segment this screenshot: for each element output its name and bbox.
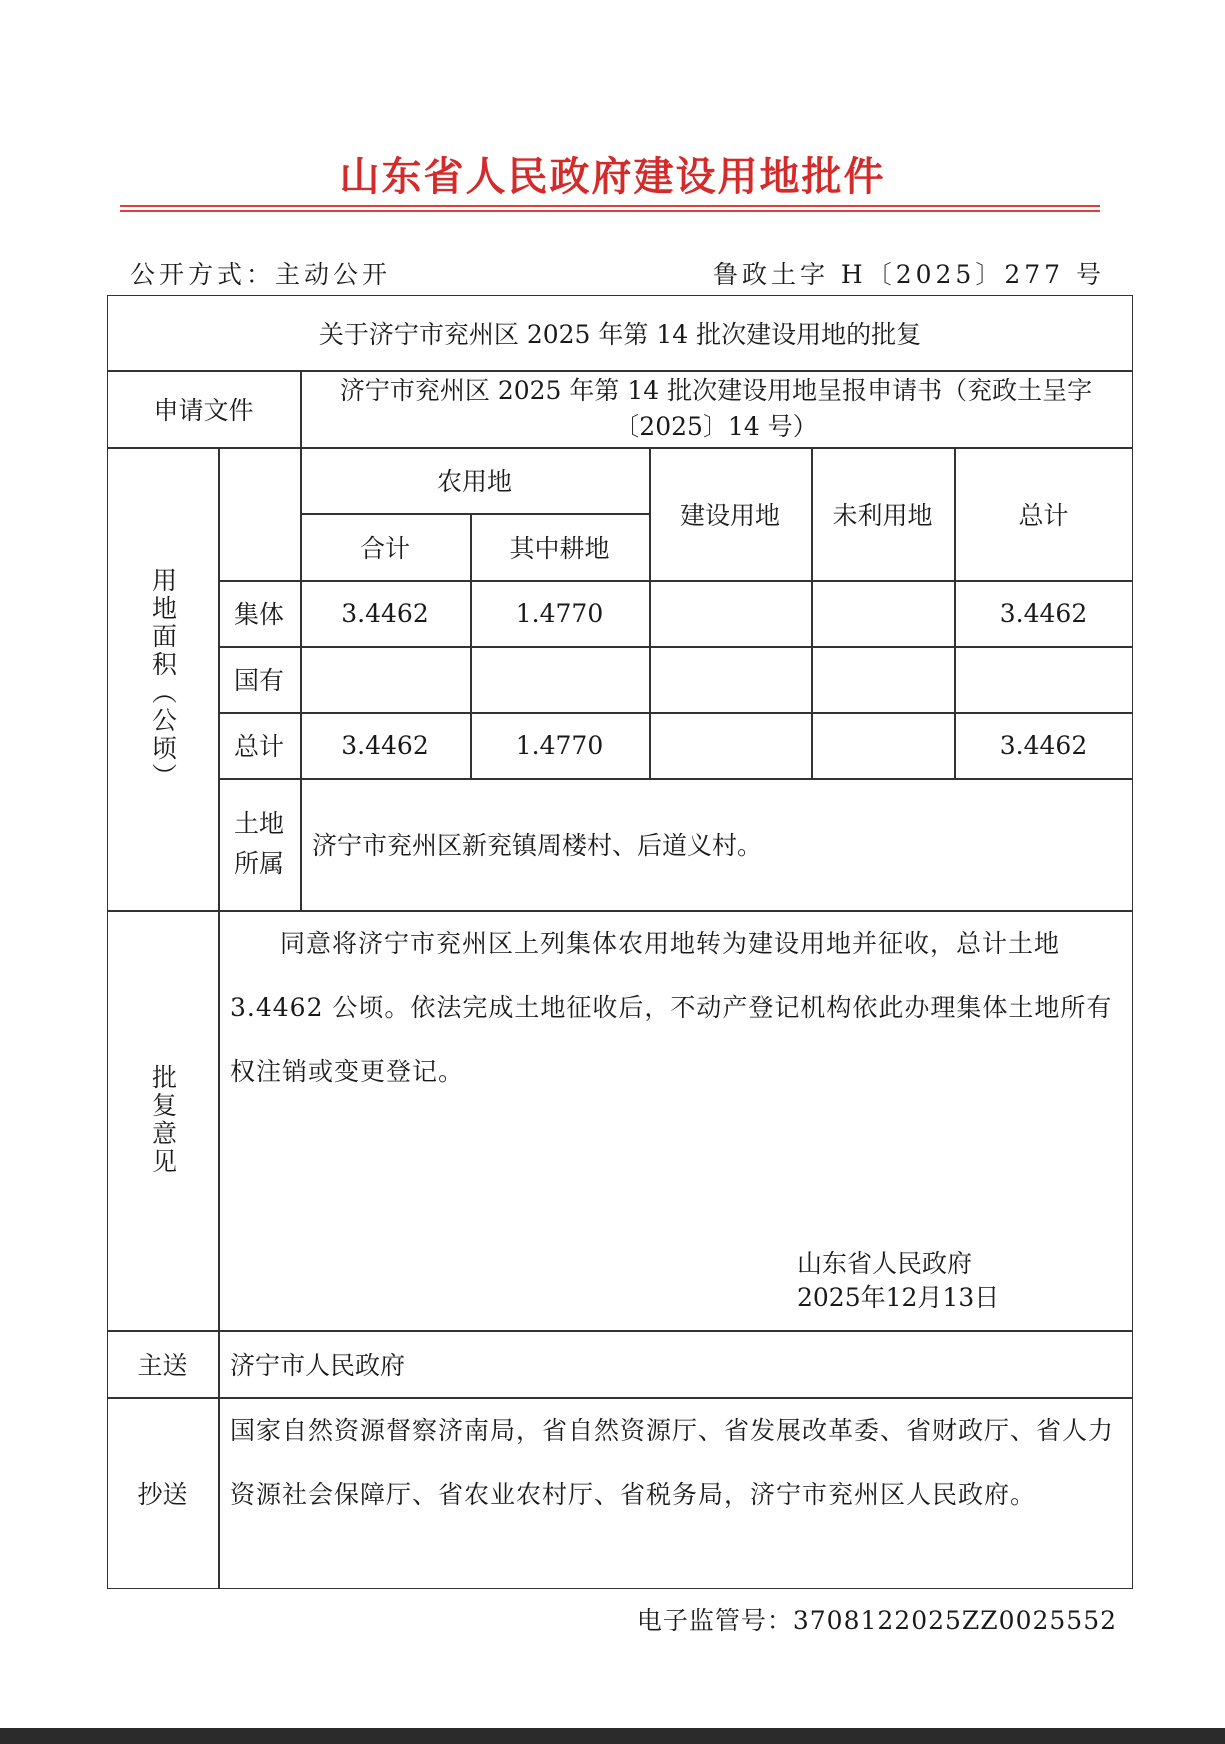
application-label: 申请文件 — [153, 395, 254, 425]
cell-total-unused — [811, 712, 954, 778]
header-agri-farm: 其中耕地 — [509, 533, 610, 563]
cell-collective-unused — [811, 580, 954, 646]
ownership-label: 土地所属 — [233, 809, 284, 878]
cc-content: 国家自然资源督察济南局，省自然资源厅、省发展改革委、省财政厅、省人力资源社会保障厅、省农业农村厅、省税务局，济宁市兖州区人民政府。 — [230, 1416, 1115, 1509]
approval-text: 同意将济宁市兖州区上列集体农用地转为建设用地并征收，总计土地 3.4462 公顷。依法完成土地征收后，不动产登记机构依此办理集体土地所有权注销或变更登记。 — [230, 929, 1113, 1086]
send-to-label: 主送 — [137, 1350, 188, 1380]
header-agri: 农用地 — [436, 467, 512, 496]
cell-total-total: 3.4462 — [999, 730, 1088, 760]
disclosure-method: 公开方式：主动公开 — [130, 260, 392, 289]
row-label-collective: 集体 — [233, 600, 284, 629]
approval-date: 2025年12月13日 — [797, 1283, 1000, 1312]
table-title: 关于济宁市兖州区 2025 年第 14 批次建设用地的批复 — [318, 319, 922, 349]
header-rule-bottom — [120, 210, 1100, 212]
cell-state-total — [954, 646, 1133, 712]
supervision-number: 电子监管号：3708122025ZZ0025552 — [636, 1606, 1117, 1635]
approval-signer: 山东省人民政府 — [797, 1249, 973, 1278]
header-rule-top — [120, 205, 1100, 207]
cell-collective-total: 3.4462 — [999, 598, 1088, 628]
application-content: 济宁市兖州区 2025 年第 14 批次建设用地呈报申请书（兖政土呈字〔2025〕14 号） — [339, 375, 1093, 441]
cc-label: 抄送 — [137, 1480, 188, 1509]
row-label-total: 总计 — [233, 732, 284, 761]
cell-state-agri-farm — [470, 646, 649, 712]
header-agri-total: 合计 — [359, 533, 410, 563]
ownership-content: 济宁市兖州区新兖镇周楼村、后道义村。 — [312, 831, 763, 860]
cell-state-construction — [649, 646, 811, 712]
cell-state-agri-total — [300, 646, 470, 712]
header-construction: 建设用地 — [679, 500, 780, 530]
cell-state-unused — [811, 646, 954, 712]
cell-collective-construction — [649, 580, 811, 646]
cell-collective-agri-total: 3.4462 — [341, 598, 429, 628]
cell-total-construction — [649, 712, 811, 778]
cell-total-agri-total: 3.4462 — [341, 730, 429, 760]
cell-collective-agri-farm: 1.4770 — [515, 598, 604, 628]
row-label-state: 国有 — [233, 666, 284, 695]
document-number: 鲁政土字 H〔2025〕277 号 — [712, 260, 1105, 289]
header-unused: 未利用地 — [832, 500, 933, 530]
document-header-title: 山东省人民政府建设用地批件 — [339, 153, 886, 200]
area-section-label: 用地面积（公顷） — [148, 566, 178, 791]
header-total: 总计 — [1018, 500, 1069, 530]
approval-label: 批复意见 — [148, 1064, 178, 1176]
cell-total-agri-farm: 1.4770 — [515, 730, 604, 760]
send-to-content: 济宁市人民政府 — [230, 1350, 406, 1380]
scan-edge — [0, 1728, 1225, 1744]
